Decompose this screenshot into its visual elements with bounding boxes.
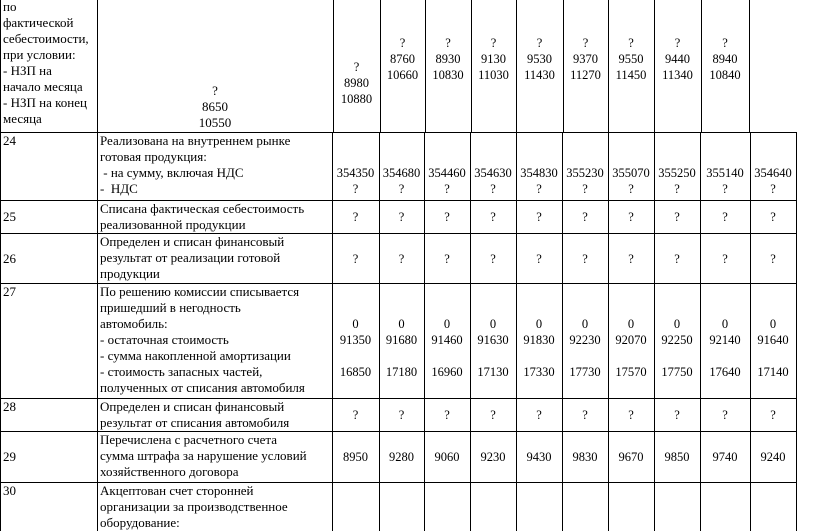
row29-cell: 9240 <box>760 450 786 464</box>
row27-cell: 0 91640 17140 <box>757 317 789 379</box>
row26-cell: ? <box>722 252 728 266</box>
row-number: 28 <box>3 399 16 414</box>
row25-cell: ? <box>674 210 680 224</box>
col-border <box>97 0 98 531</box>
row28-cell: ? <box>398 408 405 422</box>
row-number: 24 <box>3 133 16 148</box>
top-row-label: по фактической себестоимости, при условии: - НЗП на начало месяца - НЗП на конец месяца <box>3 0 89 126</box>
row26-cell: ? <box>444 252 450 266</box>
row24-cell: 355140 ? <box>706 166 744 196</box>
col-border <box>749 0 750 132</box>
row-description: Перечислена с расчетного счета сумма штрафа за нарушение условий хозяйственного договора <box>100 432 307 479</box>
row27-cell: 0 92070 17570 <box>615 317 647 379</box>
row24-cell: 355070 ? <box>612 166 650 196</box>
row-description: По решению комиссии списывается пришедший в негодность автомобиль: - остаточная стоимость - сумма накопленной амортизации - стоимость запасных частей, полученных от списания автомобиля <box>100 284 305 395</box>
row29-cell: 9430 <box>526 450 552 464</box>
row-number: 25 <box>3 209 16 224</box>
row25-cell: ? <box>582 210 588 224</box>
row24-cell: 355230 ? <box>566 166 604 196</box>
row26-cell: ? <box>770 252 776 266</box>
row24-cell: 354460 ? <box>428 166 466 196</box>
row24-cell: 355250 ? <box>658 166 696 196</box>
row-number: 30 <box>3 483 16 498</box>
row-description: Определен и списан финансовый результат от списания автомобиля <box>100 399 290 430</box>
row25-cell: ? <box>628 210 634 224</box>
row27-cell: 0 91460 16960 <box>431 317 463 379</box>
row-description: Определен и списан финансовый результат от реализации готовой продукции <box>100 234 285 281</box>
row25-cell: ? <box>722 210 728 224</box>
top-row-cell: ? 8940 10840 <box>709 36 741 82</box>
row29-cell: 8950 <box>343 450 368 464</box>
row24-cell: 354630 ? <box>474 166 512 196</box>
row28-cell: ? <box>490 408 496 422</box>
row25-cell: ? <box>444 210 450 224</box>
row-number: 26 <box>3 251 16 266</box>
row27-cell: 0 92250 17750 <box>661 317 693 379</box>
row25-cell: ? <box>536 210 542 224</box>
row24-cell: 354680 ? <box>382 166 421 196</box>
top-row-cell: ? 9130 11030 <box>478 36 509 82</box>
row-description: Реализована на внутреннем рынке готовая продукция: - на сумму, включая НДС - НДС <box>100 133 291 196</box>
row29-cell: 9850 <box>664 450 690 464</box>
col-border <box>0 0 1 531</box>
row26-cell: ? <box>352 252 359 266</box>
row25-cell: ? <box>770 210 776 224</box>
row28-cell: ? <box>722 408 728 422</box>
row27-cell: 0 91830 17330 <box>523 317 555 379</box>
row26-cell: ? <box>490 252 496 266</box>
top-row-cell: ? 8930 10830 <box>432 36 464 82</box>
row27-cell: 0 91350 16850 <box>339 317 372 379</box>
row-description: Списана фактическая себестоимость реализованной продукции <box>100 201 305 232</box>
row26-cell: ? <box>628 252 634 266</box>
row-number: 29 <box>3 449 16 464</box>
col-border <box>796 132 797 531</box>
top-row-cell: ? 9370 11270 <box>570 36 601 82</box>
row27-cell: 0 92230 17730 <box>569 317 601 379</box>
row27-cell: 0 91680 17180 <box>385 317 418 379</box>
row24-cell: 354830 ? <box>520 166 558 196</box>
row27-cell: 0 92140 17640 <box>709 317 741 379</box>
row25-cell: ? <box>398 210 405 224</box>
row25-cell: ? <box>490 210 496 224</box>
row28-cell: ? <box>582 408 588 422</box>
row28-cell: ? <box>628 408 634 422</box>
row28-cell: ? <box>536 408 542 422</box>
row29-cell: 9280 <box>389 450 414 464</box>
row25-cell: ? <box>352 210 359 224</box>
top-row-col2: ? 8650 10550 <box>198 83 232 130</box>
row29-cell: 9670 <box>618 450 644 464</box>
row27-cell: 0 91630 17130 <box>477 317 509 379</box>
top-row-cell: ? 9530 11430 <box>524 36 555 82</box>
row26-cell: ? <box>582 252 588 266</box>
row26-cell: ? <box>536 252 542 266</box>
row24-cell: 354640 ? <box>754 166 792 196</box>
row28-cell: ? <box>444 408 450 422</box>
row29-cell: 9830 <box>572 450 598 464</box>
top-row-cell: ? 9440 11340 <box>662 36 693 82</box>
top-row-cell: ? 8980 10880 <box>340 60 373 106</box>
row-number: 27 <box>3 284 16 299</box>
row26-cell: ? <box>398 252 405 266</box>
row28-cell: ? <box>352 408 359 422</box>
top-row-cell: ? 8760 10660 <box>386 36 419 82</box>
row28-cell: ? <box>674 408 680 422</box>
row24-cell: 354350 ? <box>336 166 375 196</box>
top-row-cell: ? 9550 11450 <box>615 36 647 82</box>
row28-cell: ? <box>770 408 776 422</box>
row29-cell: 9230 <box>480 450 506 464</box>
row-description: Акцептован счет сторонней организации за производственное оборудование: <box>100 483 288 530</box>
row26-cell: ? <box>674 252 680 266</box>
row29-cell: 9740 <box>712 450 738 464</box>
row29-cell: 9060 <box>434 450 460 464</box>
